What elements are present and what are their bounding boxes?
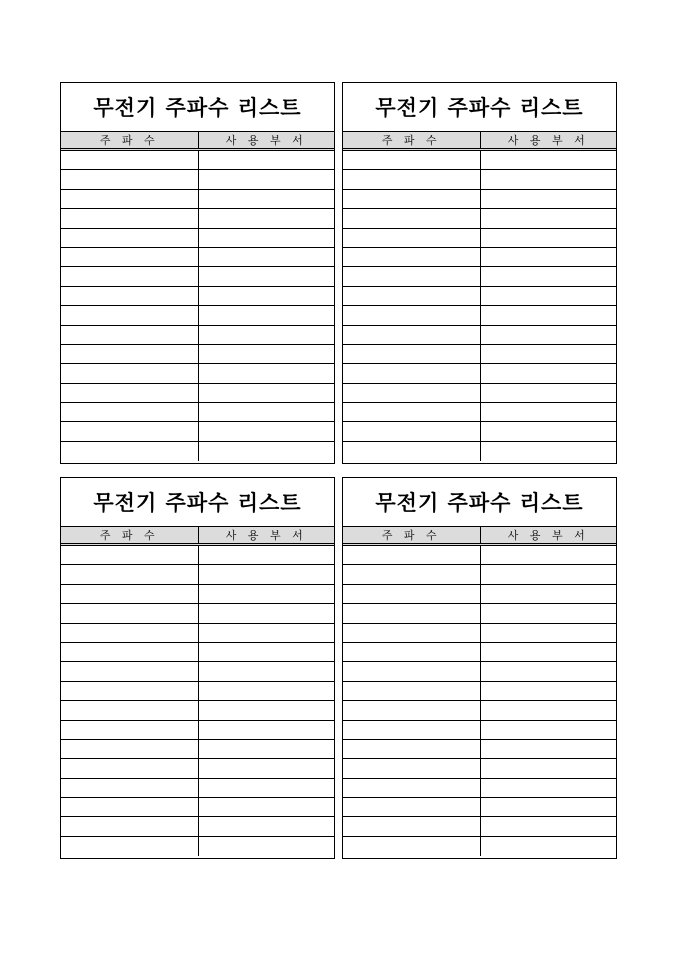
frequency-cell [343,442,480,461]
department-cell [198,151,335,169]
department-cell [198,403,335,421]
column-header-frequency: 주 파 수 [381,529,441,542]
frequency-cell [61,643,198,661]
frequency-cell [343,326,480,344]
department-cell [480,837,617,856]
department-cell [198,422,335,440]
frequency-cell [343,422,480,440]
table-row [61,151,334,170]
frequency-list-card-bottom-right [342,477,617,859]
department-cell [198,837,335,856]
table-row [343,229,616,248]
table-row [343,779,616,798]
frequency-cell [61,345,198,363]
column-header-frequency: 주 파 수 [99,529,159,542]
department-cell [480,798,617,816]
department-cell [198,170,335,188]
department-cell [198,306,335,324]
frequency-cell [61,267,198,285]
frequency-cell [61,422,198,440]
frequency-cell [343,624,480,642]
table-row [343,682,616,701]
table-header [61,527,334,546]
department-cell [480,190,617,208]
frequency-cell [61,151,198,169]
column-header-department: 사 용 부 서 [198,132,335,148]
table-row [343,759,616,778]
frequency-cell [61,170,198,188]
frequency-cell [343,759,480,777]
department-cell [198,345,335,363]
department-cell [480,546,617,564]
frequency-cell [343,306,480,324]
frequency-cell [61,229,198,247]
department-cell [480,151,617,169]
frequency-cell [61,565,198,583]
table-row [343,364,616,383]
column-header-department: 사 용 부 서 [198,527,335,543]
table-row [61,740,334,759]
table-row [343,267,616,286]
table-row [343,170,616,189]
table-row [61,170,334,189]
frequency-cell [343,662,480,680]
table-body [61,151,334,461]
department-cell [480,248,617,266]
table-body [343,546,616,856]
table-row [343,209,616,228]
table-row [61,759,334,778]
frequency-cell [343,546,480,564]
frequency-cell [343,384,480,402]
frequency-list-card-top-right [342,82,617,464]
column-header-department: 사 용 부 서 [480,527,617,543]
frequency-list-card-top-left [60,82,335,464]
table-row [343,565,616,584]
department-cell [480,682,617,700]
frequency-cell [343,604,480,622]
table-row [343,817,616,836]
department-cell [480,643,617,661]
department-cell [480,384,617,402]
table-row [343,326,616,345]
department-cell [480,565,617,583]
table-header [343,527,616,546]
department-cell [198,190,335,208]
table-row [343,546,616,565]
department-cell [198,759,335,777]
department-cell [480,817,617,835]
department-cell [198,662,335,680]
table-row [61,248,334,267]
table-body [343,151,616,461]
table-row [61,701,334,720]
frequency-cell [61,817,198,835]
card-title: 무전기 주파수 리스트 [61,478,334,527]
frequency-cell [343,837,480,856]
table-row [61,837,334,856]
table-row [61,345,334,364]
table-row [61,643,334,662]
frequency-cell [61,306,198,324]
frequency-cell [61,442,198,461]
table-row [61,190,334,209]
department-cell [198,248,335,266]
frequency-cell [343,643,480,661]
department-cell [480,442,617,461]
table-row [343,624,616,643]
card-title: 무전기 주파수 리스트 [343,83,616,132]
table-row [343,442,616,461]
frequency-cell [343,345,480,363]
department-cell [198,229,335,247]
frequency-cell [61,624,198,642]
table-row [61,662,334,681]
department-cell [198,442,335,461]
table-row [343,384,616,403]
frequency-cell [61,287,198,305]
table-row [61,682,334,701]
table-row [61,721,334,740]
table-row [61,326,334,345]
frequency-cell [343,287,480,305]
table-row [343,721,616,740]
department-cell [198,721,335,739]
table-row [343,248,616,267]
department-cell [198,384,335,402]
department-cell [480,287,617,305]
table-header [61,132,334,151]
frequency-cell [61,585,198,603]
card-title: 무전기 주파수 리스트 [343,478,616,527]
department-cell [198,546,335,564]
column-header-department: 사 용 부 서 [480,132,617,148]
department-cell [480,403,617,421]
table-row [61,364,334,383]
department-cell [198,287,335,305]
table-row [61,384,334,403]
table-row [343,662,616,681]
table-row [343,740,616,759]
table-row [61,403,334,422]
frequency-cell [61,403,198,421]
department-cell [480,209,617,227]
frequency-cell [343,585,480,603]
department-cell [480,624,617,642]
department-cell [480,326,617,344]
frequency-cell [343,170,480,188]
frequency-cell [343,364,480,382]
table-row [343,643,616,662]
table-row [61,442,334,461]
department-cell [480,364,617,382]
table-row [61,817,334,836]
table-row [61,267,334,286]
table-row [343,604,616,623]
frequency-cell [343,721,480,739]
frequency-cell [61,364,198,382]
table-row [343,151,616,170]
department-cell [480,740,617,758]
department-cell [198,326,335,344]
frequency-cell [343,740,480,758]
frequency-cell [61,837,198,856]
frequency-cell [343,190,480,208]
frequency-cell [343,798,480,816]
table-row [61,287,334,306]
table-row [343,701,616,720]
table-row [61,229,334,248]
frequency-cell [343,267,480,285]
frequency-cell [61,662,198,680]
frequency-cell [61,190,198,208]
department-cell [198,740,335,758]
table-row [61,779,334,798]
table-row [61,565,334,584]
frequency-cell [61,740,198,758]
department-cell [198,817,335,835]
table-row [61,585,334,604]
table-row [61,798,334,817]
frequency-cell [61,759,198,777]
column-header-frequency: 주 파 수 [99,134,159,147]
frequency-cell [343,209,480,227]
table-body [61,546,334,856]
frequency-list-card-bottom-left [60,477,335,859]
department-cell [480,267,617,285]
frequency-cell [343,701,480,719]
department-cell [480,170,617,188]
table-row [343,837,616,856]
frequency-cell [61,604,198,622]
table-row [61,624,334,643]
table-row [343,585,616,604]
table-row [343,403,616,422]
department-cell [198,682,335,700]
table-row [343,422,616,441]
table-row [343,798,616,817]
table-row [343,306,616,325]
frequency-cell [343,248,480,266]
department-cell [198,643,335,661]
frequency-cell [343,229,480,247]
frequency-cell [343,682,480,700]
frequency-cell [61,779,198,797]
department-cell [480,229,617,247]
department-cell [198,209,335,227]
department-cell [480,701,617,719]
frequency-cell [61,384,198,402]
table-header [343,132,616,151]
department-cell [198,585,335,603]
department-cell [198,701,335,719]
department-cell [198,779,335,797]
department-cell [480,306,617,324]
table-row [61,306,334,325]
frequency-cell [61,248,198,266]
frequency-cell [61,798,198,816]
table-row [343,190,616,209]
table-row [61,422,334,441]
department-cell [480,585,617,603]
table-row [61,546,334,565]
department-cell [480,422,617,440]
department-cell [198,364,335,382]
frequency-cell [343,151,480,169]
frequency-cell [343,779,480,797]
department-cell [480,721,617,739]
card-title: 무전기 주파수 리스트 [61,83,334,132]
table-row [343,287,616,306]
department-cell [480,604,617,622]
frequency-cell [61,721,198,739]
frequency-cell [61,701,198,719]
table-row [61,604,334,623]
department-cell [198,267,335,285]
column-header-frequency: 주 파 수 [381,134,441,147]
frequency-cell [61,546,198,564]
department-cell [198,624,335,642]
frequency-cell [343,403,480,421]
frequency-cell [61,209,198,227]
department-cell [198,798,335,816]
department-cell [480,662,617,680]
department-cell [480,759,617,777]
department-cell [480,345,617,363]
table-row [343,345,616,364]
frequency-cell [343,817,480,835]
frequency-cell [61,682,198,700]
department-cell [480,779,617,797]
department-cell [198,565,335,583]
frequency-cell [343,565,480,583]
table-row [61,209,334,228]
frequency-cell [61,326,198,344]
department-cell [198,604,335,622]
